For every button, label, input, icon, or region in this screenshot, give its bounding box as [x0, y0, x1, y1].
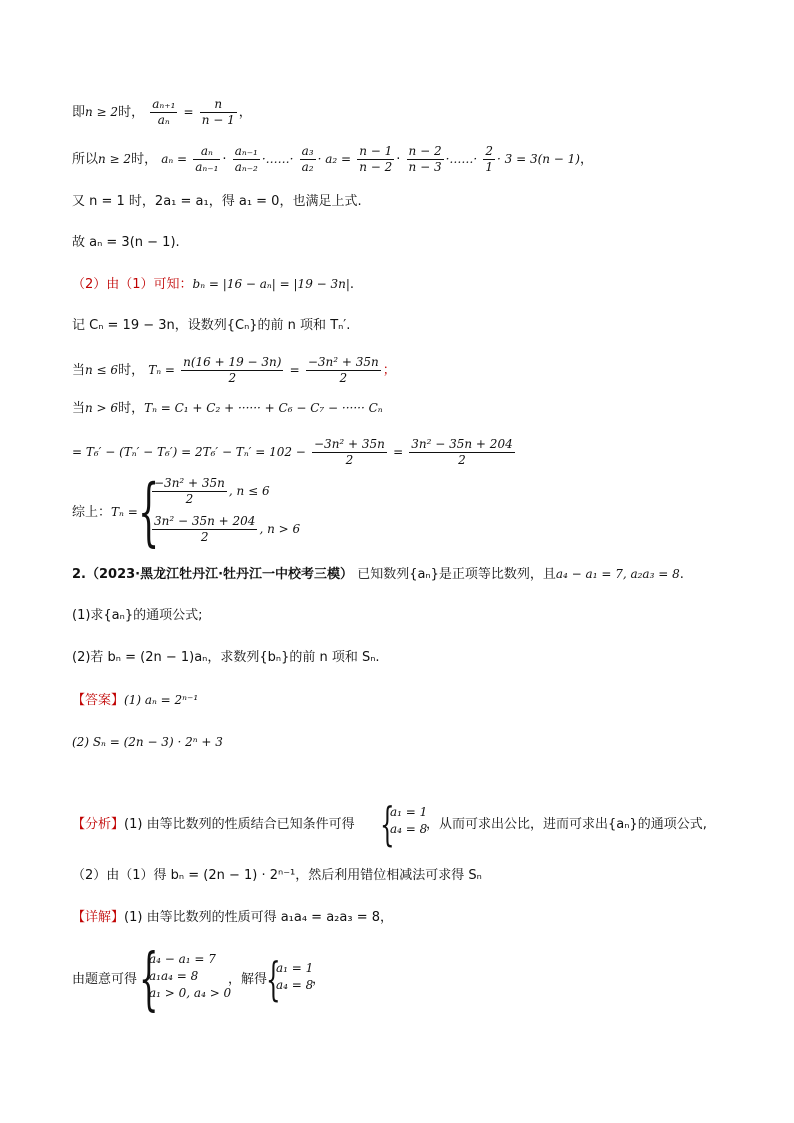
left-brace: { [266, 952, 281, 1006]
math: Tₙ = [111, 505, 138, 519]
equals: = [289, 363, 300, 377]
question-1: (1)求{aₙ}的通项公式; [72, 608, 203, 623]
math: (2) Sₙ = (2n − 3) · 2ⁿ + 3 [72, 735, 223, 749]
denominator: aₙ₋₂ [234, 160, 258, 174]
text: ； [382, 363, 396, 378]
fraction [300, 144, 316, 175]
fraction [200, 97, 237, 128]
analysis-line-1-tail: ，从而可求出公比，进而可求出{aₙ}的通项公式, [426, 817, 707, 832]
answer-line-1 [72, 690, 198, 711]
denominator: 2 [339, 371, 348, 385]
text: 时， [131, 152, 158, 167]
fraction [152, 476, 227, 507]
math: · a₂ = [317, 152, 352, 166]
math: aₙ = [161, 152, 188, 166]
line-7 [72, 355, 396, 386]
numerator: −3n² + 35n [154, 476, 225, 490]
analysis-label: 【分析】 [72, 817, 125, 832]
problem-2-stem [72, 564, 684, 585]
text: 即 [72, 105, 86, 120]
problem-source: （2023·黑龙江牡丹江·牡丹江一中校考三模） [85, 567, 354, 582]
problem-number: 2. [72, 567, 86, 582]
fraction [483, 144, 495, 175]
denominator: 2 [345, 453, 354, 467]
text: 时， [118, 401, 145, 416]
math: n ≤ 6 [85, 363, 119, 377]
text: ， [238, 105, 252, 120]
answer-line-2 [72, 732, 223, 753]
numerator: 3n² − 35n + 204 [411, 437, 513, 451]
fraction [193, 144, 220, 175]
math: ·……· [261, 152, 294, 166]
math: Tₙ = [148, 363, 175, 377]
denominator: 2 [200, 530, 209, 544]
line-3: 又 n = 1 时，2a₁ = a₁，得 a₁ = 0，也满足上式. [72, 194, 362, 209]
piecewise-case-2 [150, 514, 300, 545]
math: · 3 = 3(n − 1) [497, 152, 580, 166]
equation: a₄ = 8 [390, 822, 428, 836]
math: , n > 6 [259, 522, 301, 536]
numerator: aₙ [193, 144, 220, 160]
fraction [152, 514, 257, 545]
denominator: 1 [485, 160, 493, 174]
line-1 [72, 97, 252, 128]
math: , n ≤ 6 [228, 484, 270, 498]
detail-label: 【详解】 [72, 910, 125, 925]
denominator: aₙ₋₁ [195, 160, 219, 174]
numerator: aₙ₊₁ [152, 97, 176, 111]
detail-line-2-prefix: 由题意可得 [72, 972, 138, 987]
fraction [233, 144, 260, 175]
analysis-line-1 [72, 815, 355, 835]
line-9 [72, 437, 517, 468]
detail-line-2-end: ， [312, 972, 326, 987]
line-8 [72, 398, 383, 419]
left-brace: { [139, 940, 159, 1019]
denominator: a₂ [301, 160, 314, 174]
equals: = [393, 445, 404, 459]
answer-label: 【答案】 [72, 693, 125, 708]
equation: a₁a₄ = 8 [149, 969, 199, 983]
text: ， [580, 152, 594, 167]
math: n ≥ 2 [85, 105, 119, 119]
analysis-line-2: （2）由（1）得 bₙ = (2n − 1) · 2ⁿ⁻¹，然后利用错位相减法可求得 Sₙ [72, 868, 482, 883]
system [149, 951, 231, 1002]
numerator: −3n² + 35n [314, 437, 385, 451]
left-brace: { [138, 469, 160, 555]
text: (1) 由等比数列的性质可得 a₁a₄ = a₂a₃ = 8， [124, 910, 393, 925]
left-brace: { [380, 797, 395, 851]
math: Tₙ = C₁ + C₂ + ······ + C₆ − C₇ − ······ Cₙ [144, 401, 383, 415]
text: 当 [72, 401, 86, 416]
system [276, 960, 313, 994]
denominator: n − 2 [359, 160, 393, 174]
text: 已知数列{aₙ}是正项等比数列，且 [357, 567, 556, 582]
line-10-label [72, 502, 138, 523]
numerator: n − 2 [408, 144, 442, 158]
part-label: （2）由（1）可知： [72, 277, 193, 292]
fraction [357, 144, 394, 175]
fraction [312, 437, 387, 468]
detail-line-1 [72, 908, 393, 928]
text: . [679, 567, 684, 582]
numerator: aₙ₋₁ [234, 144, 258, 158]
denominator: 2 [185, 492, 194, 506]
math: n > 6 [85, 401, 119, 415]
equals: = [183, 105, 194, 119]
equation: a₁ = 1 [276, 961, 314, 975]
equation: a₁ = 1 [390, 805, 428, 819]
line-6: 记 Cₙ = 19 − 3n，设数列{Cₙ}的前 n 项和 Tₙ′. [72, 318, 351, 333]
denominator: n − 3 [408, 160, 442, 174]
numerator: 3n² − 35n + 204 [154, 514, 256, 528]
denominator: 2 [228, 371, 237, 385]
equation: a₄ = 8 [276, 978, 314, 992]
math: = T₆′ − (Tₙ′ − T₆′) = 2T₆′ − Tₙ′ = 102 − [72, 445, 306, 459]
numerator: n [200, 97, 237, 113]
fraction [409, 437, 514, 468]
detail-line-2-mid: ，解得 [228, 972, 268, 987]
question-2: (2)若 bₙ = (2n − 1)aₙ，求数列{bₙ}的前 n 项和 Sₙ. [72, 650, 380, 665]
text: 时， [118, 105, 145, 120]
system [390, 804, 427, 838]
numerator: n − 1 [359, 144, 393, 158]
math: a₄ − a₁ = 7, a₂a₃ = 8 [555, 567, 680, 581]
math: ·……· [445, 152, 478, 166]
denominator: 2 [458, 453, 466, 467]
text: 所以 [72, 152, 99, 167]
numerator: n(16 + 19 − 3n) [183, 355, 282, 369]
line-2: 所以n ≥ 2时， aₙ = $\frac{\text{aₙ}}{\text{aₙ₋₁}}$ · $\frac{\text{aₙ₋₁}}{\text{aₙ₋₂}}$ ·……· $\frac{\text{a₃}}{\text{a₂}}$ · a₂ = $\frac{n - 1}{n - 2}$ · $\frac{n - 2}{n - 3}$ ·……· $\frac{2}{1}$ · 3 = 3(n − 1)， [72, 144, 594, 174]
math: (1) aₙ = 2ⁿ⁻¹ [124, 693, 199, 707]
numerator: −3n² + 35n [307, 355, 379, 369]
equation: a₁ > 0, a₄ > 0 [149, 986, 232, 1000]
text: (1) 由等比数列的性质结合已知条件可得 [124, 817, 355, 832]
numerator: a₃ [301, 144, 314, 158]
fraction [181, 355, 283, 386]
line-4: 故 aₙ = 3(n − 1). [72, 235, 180, 250]
math: bₙ = |16 − aₙ| = |19 − 3n| [192, 277, 350, 291]
equation: a₄ − a₁ = 7 [149, 952, 216, 966]
fraction [306, 355, 381, 386]
text: 综上： [72, 505, 112, 520]
denominator: aₙ [157, 113, 170, 127]
fraction [407, 144, 444, 175]
text: . [349, 277, 355, 292]
line-5 [72, 274, 354, 295]
fraction [150, 97, 177, 128]
denominator: n − 1 [201, 113, 235, 127]
text: 时， [118, 363, 145, 378]
numerator: 2 [485, 144, 493, 158]
text: 当 [72, 363, 86, 378]
math: n ≥ 2 [98, 152, 132, 166]
piecewise-case-1 [150, 476, 270, 507]
